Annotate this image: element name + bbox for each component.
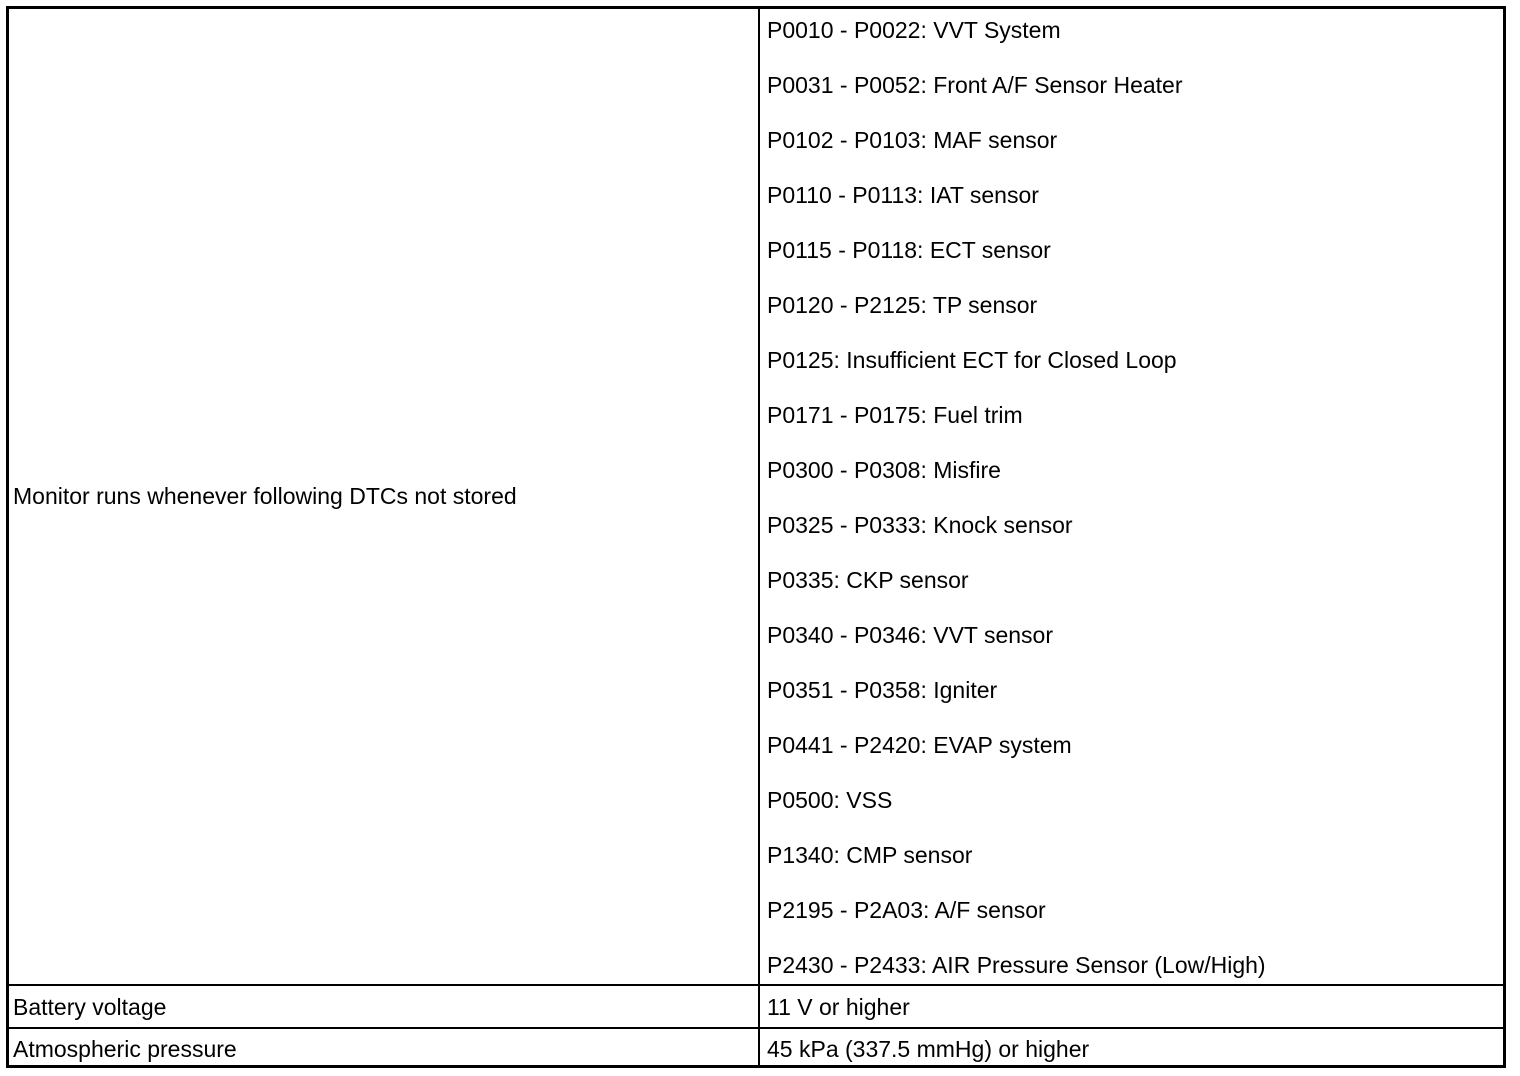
condition-label: Battery voltage xyxy=(9,986,760,1027)
dtc-item: P2195 - P2A03: A/F sensor xyxy=(767,897,1046,923)
dtc-item: P0110 - P0113: IAT sensor xyxy=(767,182,1039,208)
dtc-item: P0441 - P2420: EVAP system xyxy=(767,732,1072,758)
dtc-item: P0300 - P0308: Misfire xyxy=(767,457,1001,483)
dtc-list xyxy=(767,16,1266,1006)
dtc-item: P0115 - P0118: ECT sensor xyxy=(767,237,1051,263)
condition-value: 45 kPa (337.5 mmHg) or higher xyxy=(767,1036,1090,1062)
dtc-list-cell xyxy=(760,9,1503,984)
dtc-item: P1340: CMP sensor xyxy=(767,842,973,868)
dtc-item: P0120 - P2125: TP sensor xyxy=(767,292,1038,318)
dtc-item: P0335: CKP sensor xyxy=(767,567,969,593)
dtc-item: P0500: VSS xyxy=(767,787,893,813)
table-row-atmospheric-pressure xyxy=(9,1029,1503,1068)
dtc-item: P0031 - P0052: Front A/F Sensor Heater xyxy=(767,72,1183,98)
condition-value: 11 V or higher xyxy=(767,994,910,1020)
condition-label: Atmospheric pressure xyxy=(9,1029,760,1068)
dtc-item: P0010 - P0022: VVT System xyxy=(767,17,1061,43)
condition-label: Monitor runs whenever following DTCs not stored xyxy=(9,9,760,984)
dtc-item: P0102 - P0103: MAF sensor xyxy=(767,127,1058,153)
dtc-item: P0340 - P0346: VVT sensor xyxy=(767,622,1053,648)
table-row-battery-voltage xyxy=(9,986,1503,1029)
conditions-table xyxy=(6,6,1506,1068)
dtc-item: P2430 - P2433: AIR Pressure Sensor (Low/High) xyxy=(767,952,1266,978)
table-row-dtc-conditions xyxy=(9,9,1503,986)
dtc-item: P0351 - P0358: Igniter xyxy=(767,677,998,703)
dtc-item: P0125: Insufficient ECT for Closed Loop xyxy=(767,347,1177,373)
dtc-item: P0171 - P0175: Fuel trim xyxy=(767,402,1023,428)
dtc-item: P0325 - P0333: Knock sensor xyxy=(767,512,1073,538)
